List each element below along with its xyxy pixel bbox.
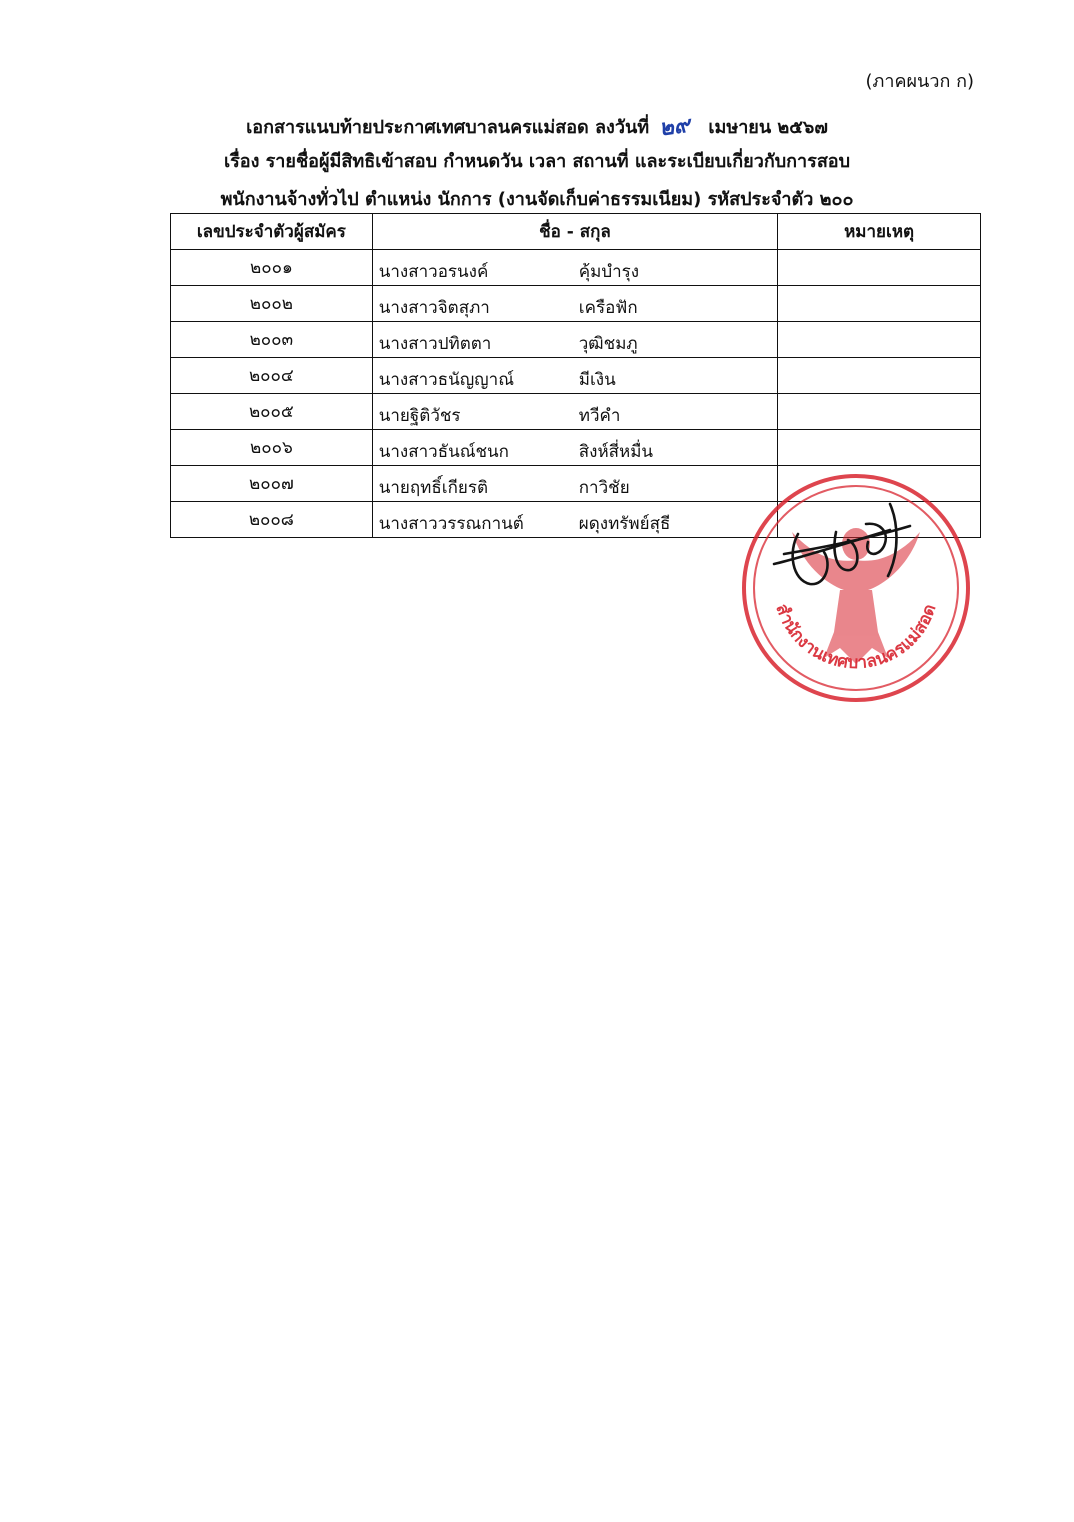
last-name: ทวีคำ [578,406,621,426]
document-subject: เรื่อง รายชื่อผู้มีสิทธิเข้าสอบ กำหนดวัน เวลา สถานที่ และระเบียบเกี่ยวกับการสอบ [223,151,851,172]
applicant-id: ๒๐๐๒ [171,286,373,322]
applicant-id: ๒๐๐๑ [171,250,373,286]
official-seal-stamp [740,472,972,704]
last-name: สิงห์สี่หมื่น [578,442,654,462]
first-name: นางสาวจิตสุภา [378,298,490,318]
applicant-name [372,286,777,322]
first-name: นายฐิติวัชร [378,406,461,426]
document-title-line-1 [0,108,1074,143]
applicant-id: ๒๐๐๘ [171,502,373,538]
remarks-cell [778,322,981,358]
table-row [171,286,981,322]
applicant-id: ๒๐๐๓ [171,322,373,358]
last-name: ผดุงทรัพย์สุธี [578,514,671,534]
header-applicant-id: เลขประจำตัวผู้สมัคร [171,214,373,250]
title-prefix: เอกสารแนบท้ายประกาศเทศบาลนครแม่สอด ลงวันที่ [246,117,650,138]
applicant-name [372,358,777,394]
first-name: นางสาวอรนงค์ [378,262,489,282]
remarks-cell [778,358,981,394]
applicant-name [372,502,777,538]
table-row [171,322,981,358]
last-name: เครือฟัก [578,298,638,318]
applicant-id: ๒๐๐๕ [171,394,373,430]
table-row [171,358,981,394]
first-name: นางสาวธนัญญาณ์ [378,370,514,390]
applicant-name [372,322,777,358]
last-name: กาวิชัย [578,478,630,498]
applicant-name [372,430,777,466]
last-name: วุฒิชมภู [578,334,638,354]
remarks-cell [778,250,981,286]
applicant-name [372,466,777,502]
first-name: นายฤทธิ์เกียรติ [378,478,489,498]
table-header-row [171,214,981,250]
table-row [171,394,981,430]
table-row [171,430,981,466]
last-name: มีเงิน [578,370,616,390]
remarks-cell [778,286,981,322]
remarks-cell [778,430,981,466]
table-row [171,250,981,286]
document-position: พนักงานจ้างทั่วไป ตำแหน่ง นักการ (งานจัดเก็บค่าธรรมเนียม) รหัสประจำตัว ๒๐๐ [220,189,854,210]
title-month-year: เมษายน ๒๕๖๗ [708,117,828,138]
annex-label: (ภาคผนวก ก) [865,71,974,92]
first-name: นางสาวปทิตตา [378,334,492,354]
applicant-name [372,394,777,430]
first-name: นางสาววรรณกานต์ [378,514,524,534]
handwritten-date: ๒๙ [657,111,692,142]
applicant-id: ๒๐๐๖ [171,430,373,466]
applicant-id: ๒๐๐๔ [171,358,373,394]
header-remarks: หมายเหตุ [778,214,981,250]
applicant-name [372,250,777,286]
applicant-id: ๒๐๐๗ [171,466,373,502]
first-name: นางสาวธันณ์ชนก [378,442,509,462]
last-name: คุ้มบำรุง [578,262,640,282]
seal-text: สำนักงานเทศบาลนครแม่สอด [771,601,941,674]
remarks-cell [778,394,981,430]
header-full-name: ชื่อ - สกุล [372,214,777,250]
